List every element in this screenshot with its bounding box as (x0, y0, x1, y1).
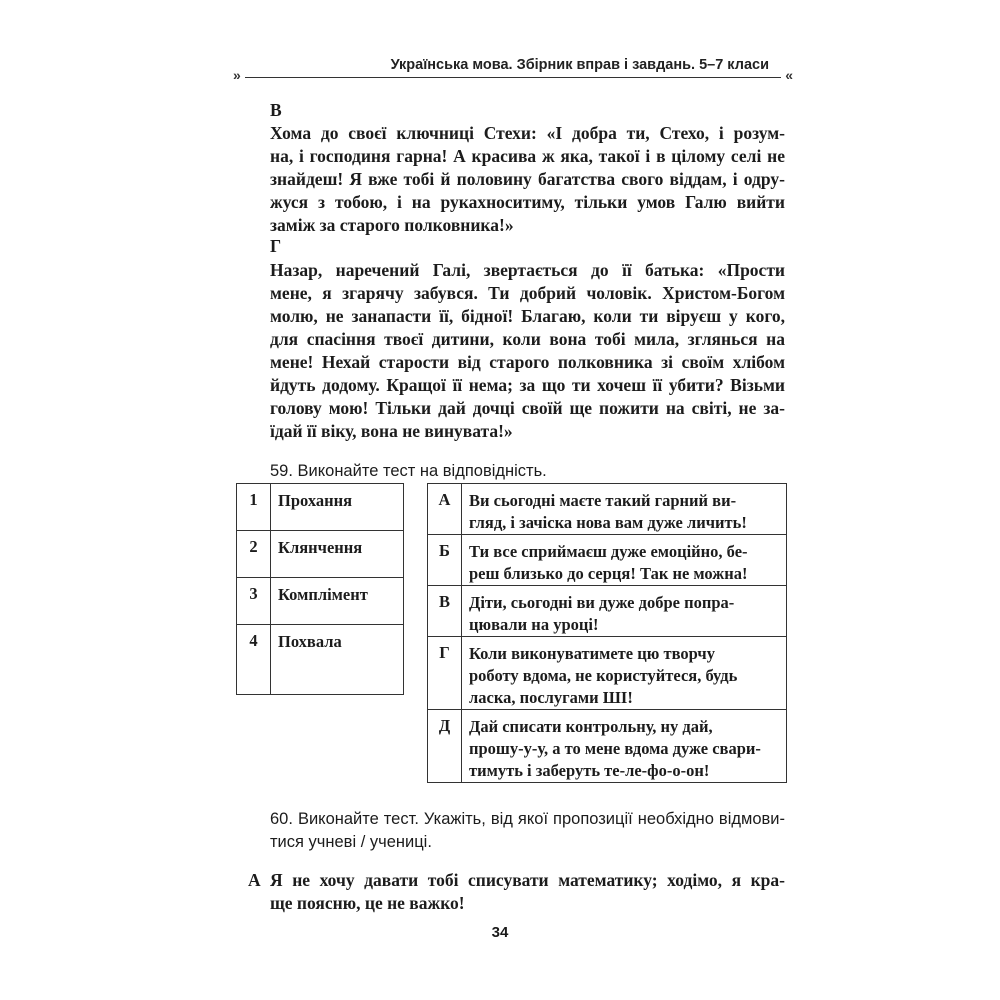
passage-g-line: голову мою! Тільки дай дочці своїй ще пожити на світі, не за- (270, 398, 785, 418)
table-row (428, 535, 787, 586)
table-row (428, 710, 787, 783)
passage-v-letter: В (270, 100, 282, 120)
row-number: 1 (237, 484, 271, 531)
row-letter: В (428, 586, 462, 637)
matching-right-table (427, 483, 787, 783)
matching-left-table (236, 483, 404, 695)
row-text-line: ласка, послугами ШІ! (469, 688, 633, 707)
header-title: Українська мова. Збірник вправ і завдань. 5–7 класи (390, 57, 769, 73)
table-row (237, 531, 404, 578)
row-text-line: гляд, і зачіска нова вам дуже личить! (469, 513, 747, 532)
header-right-mark: « (785, 67, 793, 83)
table-row (428, 484, 787, 535)
row-text-line: роботу вдома, не користуйтеся, будь (469, 666, 738, 685)
header-left-mark: » (233, 67, 241, 83)
passage-v-line: заміж за старого полковника!» (270, 215, 514, 235)
header-rule (245, 77, 781, 78)
row-text-line: Ти все сприймаєш дуже емоційно, бе- (469, 542, 748, 561)
option-a-line: Я не хочу давати тобі списувати математику; ходімо, я кра- (270, 870, 785, 890)
row-text-line: Ви сьогодні маєте такий гарний ви- (469, 491, 737, 510)
row-text-line: реш близько до серця! Так не можна! (469, 564, 748, 583)
row-letter: Б (428, 535, 462, 586)
row-letter: Г (428, 637, 462, 710)
passage-g-line: молю, не занапасти її, бідної! Благаю, коли ти віруєш у кого, (270, 306, 785, 326)
row-number: 2 (237, 531, 271, 578)
table-row (428, 637, 787, 710)
running-header (233, 53, 793, 85)
passage-g-line: мене, я згарячу забувся. Ти добрий чоловік. Христом-Богом (270, 283, 785, 303)
table-row (237, 625, 404, 695)
option-a-letter: А (248, 870, 261, 890)
passage-g-line: мене! Нехай старости від старого полковника зі своїм хлібом (270, 352, 785, 372)
row-text-line: тимуть і заберуть те-ле-фо-о-он! (469, 761, 710, 780)
passage-v-line: знайдеш! Я вже тобі й половину багатства свого віддам, і одру- (270, 169, 785, 189)
task-60-heading-line: тися учневі / учениці. (270, 833, 432, 851)
passage-g-line: йдуть додому. Кращої її нема; за що ти хочеш її убити? Візьми (270, 375, 785, 395)
passage-g-line: для спасіння твоєї дитини, коли вона тобі мила, зглянься на (270, 329, 785, 349)
row-text (462, 586, 787, 637)
row-text (462, 484, 787, 535)
row-text-line: цювали на уроці! (469, 615, 599, 634)
row-number: 4 (237, 625, 271, 695)
row-text (462, 535, 787, 586)
table-row (428, 586, 787, 637)
passage-v-line: Хома до своєї ключниці Стехи: «І добра ти, Стехо, і розум- (270, 123, 785, 143)
row-text-line: Коли виконуватимете цю творчу (469, 644, 715, 663)
task-59-heading: 59. Виконайте тест на відповідність. (270, 462, 547, 480)
page-number: 34 (491, 924, 509, 941)
row-label: Прохання (271, 484, 404, 531)
row-text-line: Дай списати контрольну, ну дай, (469, 717, 713, 736)
passage-v-line: на, і господиня гарна! А красива ж яка, такої і в цілому селі не (270, 146, 785, 166)
option-a-line: ще поясню, це не важко! (270, 893, 465, 913)
row-label: Похвала (271, 625, 404, 695)
table-row (237, 578, 404, 625)
task-60-heading-line: 60. Виконайте тест. Укажіть, від якої пропозиції необхідно відмови- (270, 810, 785, 828)
row-letter: А (428, 484, 462, 535)
passage-g-line: їдай її віку, вона не винувата!» (270, 421, 513, 441)
passage-v-line: жуся з тобою, і на рукахноситиму, тільки умов Галю вийти (270, 192, 785, 212)
row-text (462, 637, 787, 710)
row-letter: Д (428, 710, 462, 783)
table-row (237, 484, 404, 531)
row-text-line: прошу-у-у, а то мене вдома дуже свари- (469, 739, 761, 758)
row-text (462, 710, 787, 783)
row-label: Клянчення (271, 531, 404, 578)
row-number: 3 (237, 578, 271, 625)
passage-g-line: Назар, наречений Галі, звертається до її батька: «Прости (270, 260, 785, 280)
row-text-line: Діти, сьогодні ви дуже добре попра- (469, 593, 735, 612)
passage-g-letter: Г (270, 236, 282, 256)
row-label: Комплімент (271, 578, 404, 625)
